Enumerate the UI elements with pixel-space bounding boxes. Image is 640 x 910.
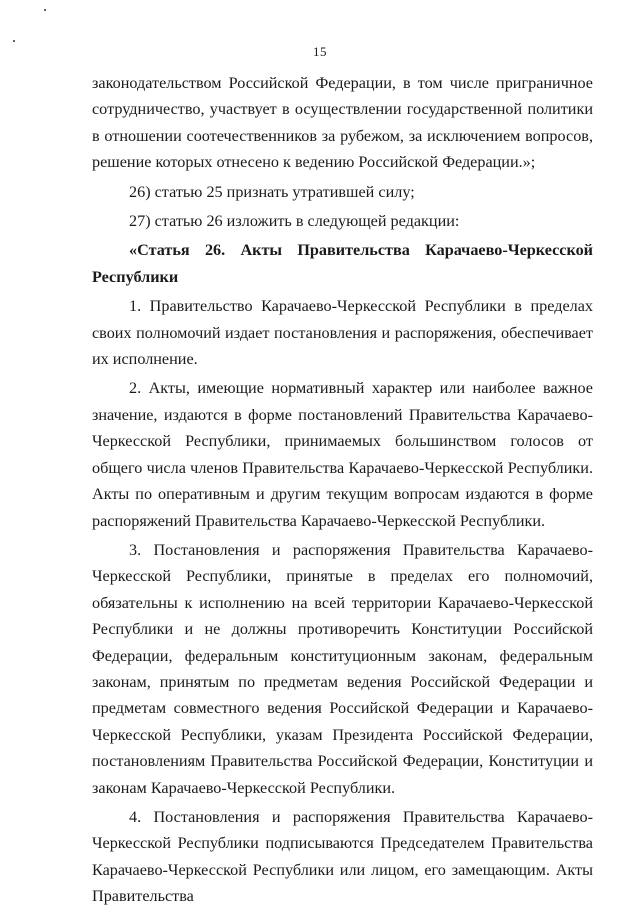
paragraph-item-27: 27) статью 26 изложить в следующей редакции: — [129, 212, 460, 231]
article-title: «Статья 26. Акты Правительства Карачаево-Черкесской Республики — [92, 241, 593, 286]
scan-speck — [44, 9, 46, 11]
paragraph-clause-2: 2. Акты, имеющие нормативный характер или наиболее важное значение, издаются в форме постановлений Правительства Карачаево-Черкесской Республики, принимаемых большинством голосов от общего числа членов Правительства Карачаево-Черкесской Республики. Акты по оперативным и другим текущим вопросам издаются в форме распоряжений Правительства Карачаево-Черкесской Республики. — [92, 379, 593, 530]
paragraph-clause-1: 1. Правительство Карачаево-Черкесской Республики в пределах своих полномочий издает постановления и распоряжения, обеспечивает их исполнение. — [92, 297, 593, 369]
page-number: 15 — [313, 44, 327, 59]
paragraph-continuation: законодательством Российской Федерации, в том числе приграничное сотрудничество, участвует в осуществлении государственной политики в отношении соотечественников за рубежом, за исключением вопросов, решение которых отнесено к ведению Российской Федерации.»; — [92, 74, 593, 172]
document-body — [92, 70, 593, 910]
scan-speck — [13, 40, 15, 42]
paragraph-clause-4: 4. Постановления и распоряжения Правительства Карачаево-Черкесской Республики подписываются Председателем Правительства Карачаево-Черкесской Республики или лицом, его замещающим. Акты Правительства — [92, 807, 593, 906]
paragraph-item-26: 26) статью 25 признать утратившей силу; — [129, 182, 415, 201]
paragraph-clause-3: 3. Постановления и распоряжения Правительства Карачаево-Черкесской Республики, принятые в пределах его полномочий, обязательны к исполнению на всей территории Карачаево-Черкесской Республики и не должны противоречить Конституции Российской Федерации, федеральным конституционным законам, федеральным законам, принятым по предметам ведения Российской Федерации и предметам совместного ведения Российской Федерации и Карачаево-Черкесской Республики, указам Президента Российской Федерации, постановлениям Правительства Российской Федерации, Конституции и законам Карачаево-Черкесской Республики. — [92, 540, 593, 797]
